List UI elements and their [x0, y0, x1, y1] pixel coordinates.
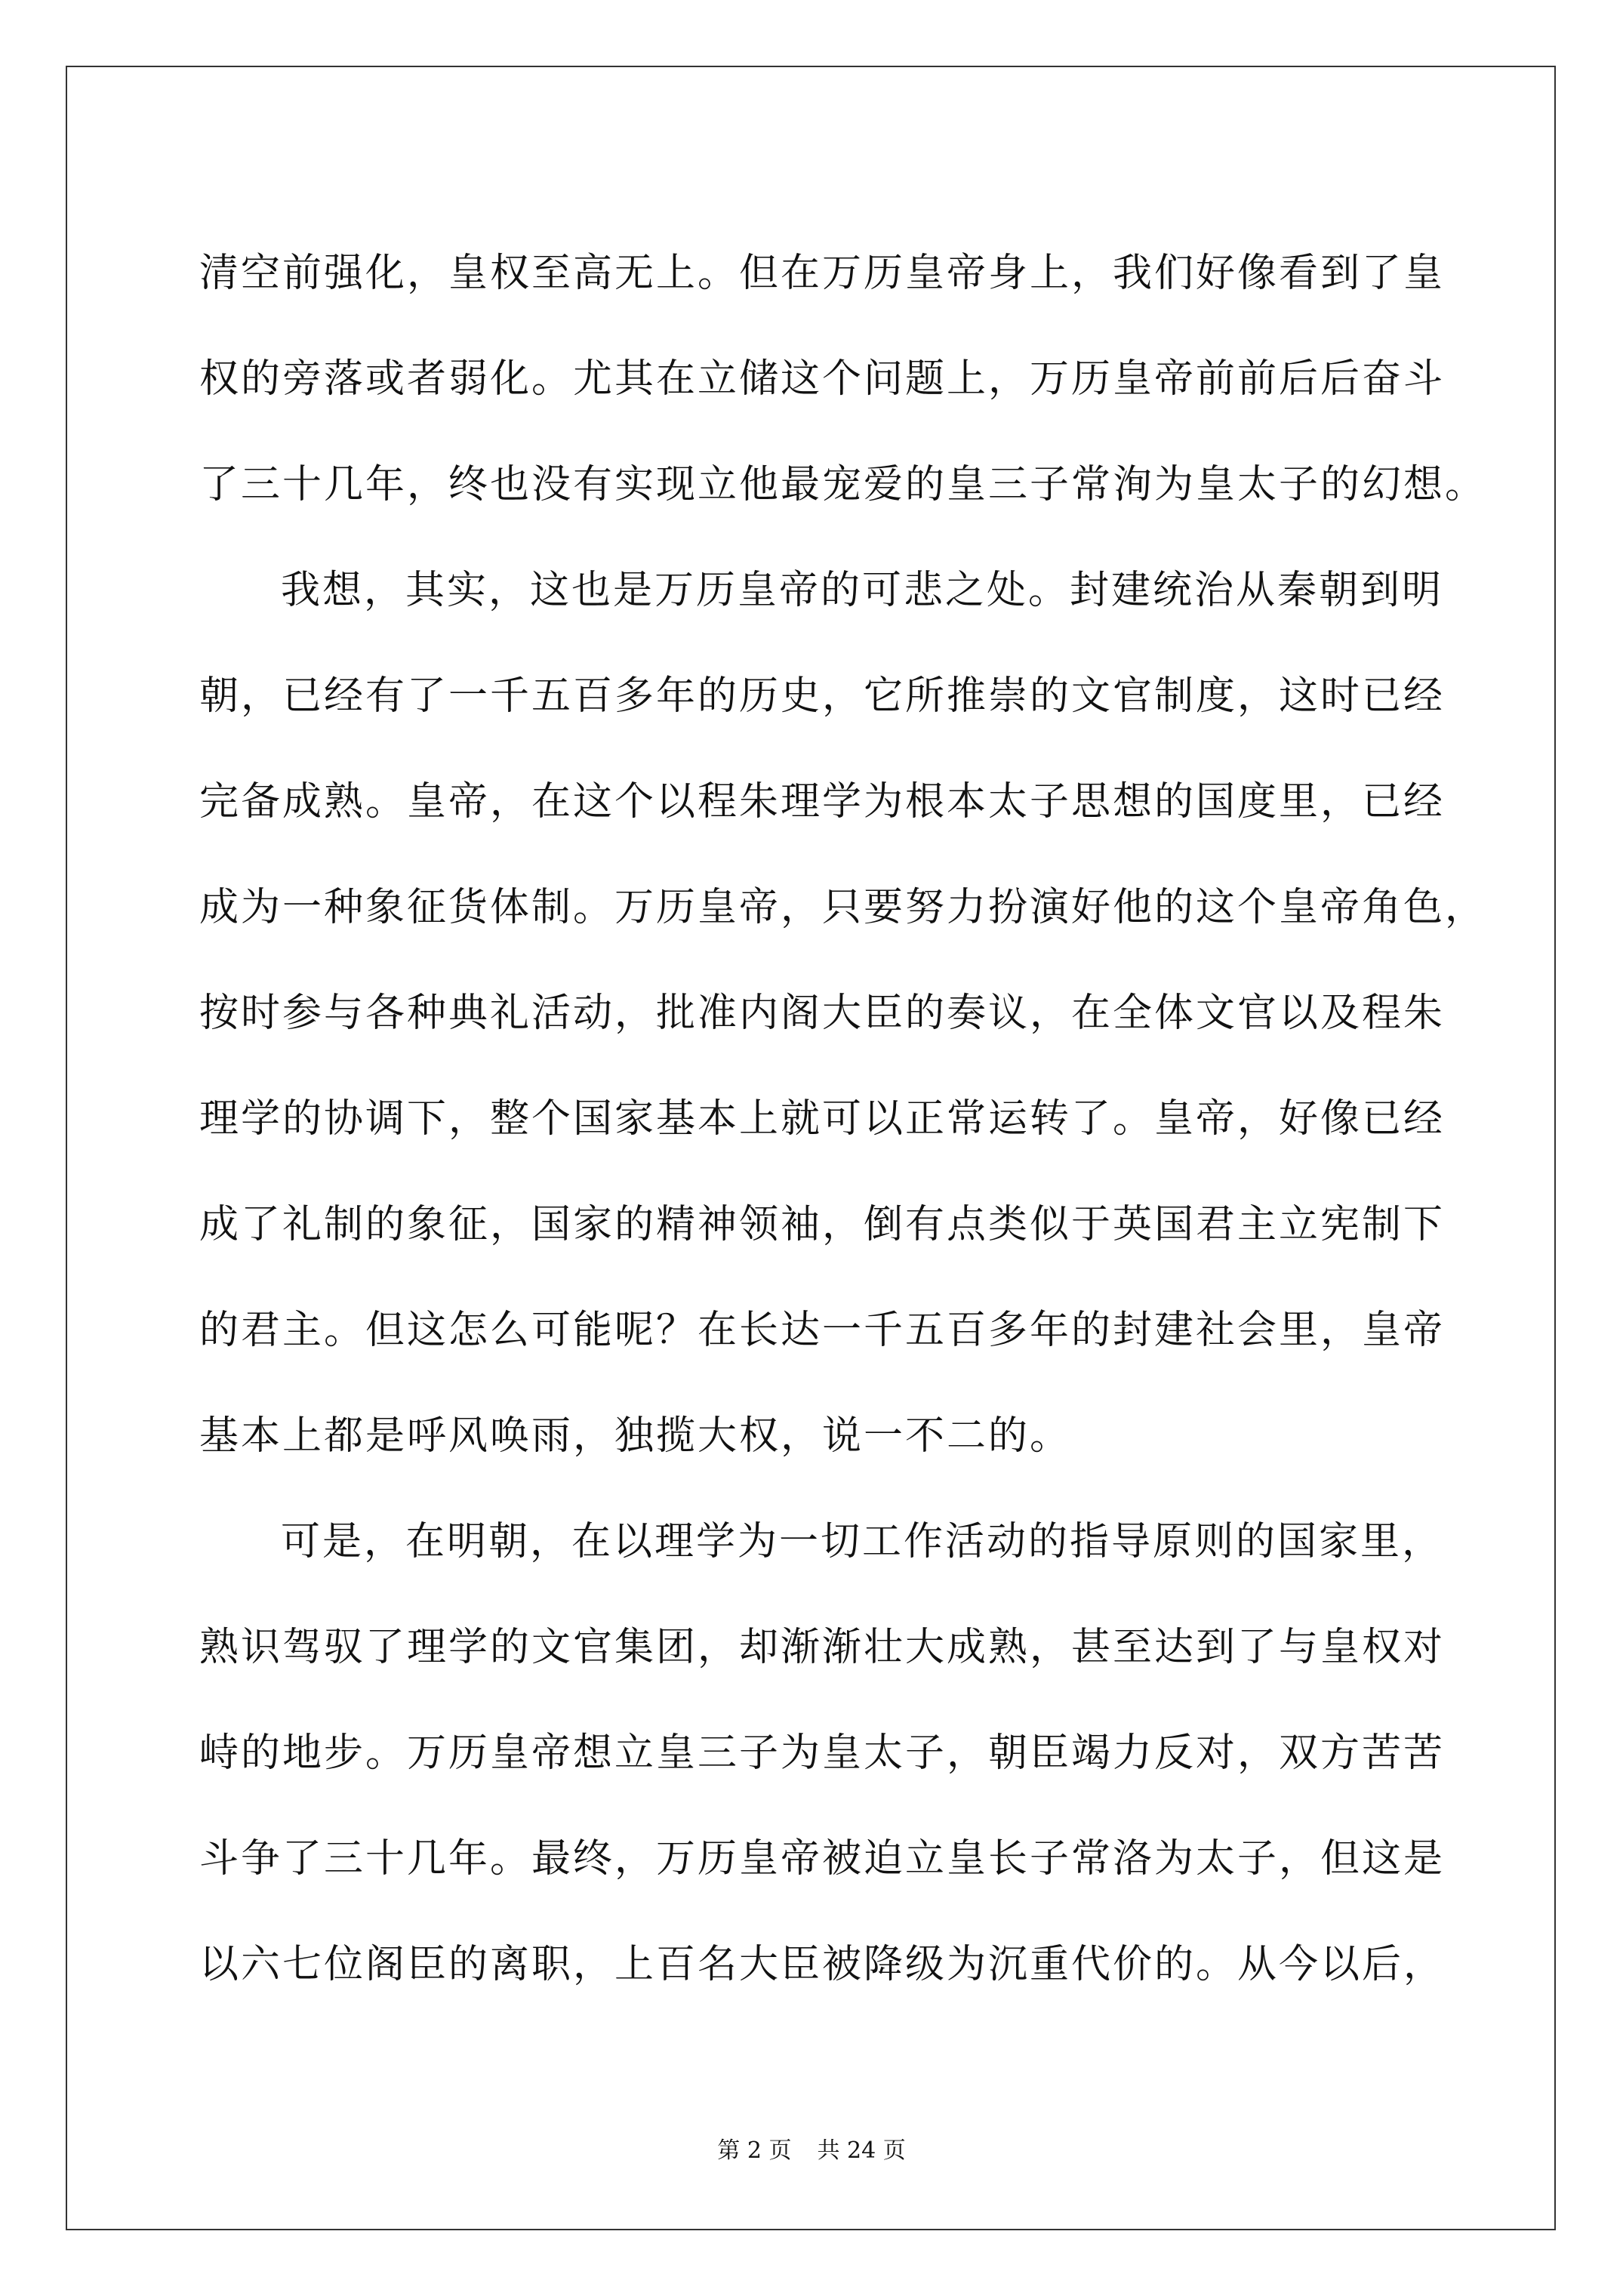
text-line: 基本上都是呼风唤雨，独揽大权，说一不二的。	[199, 1413, 1072, 1459]
text-line: 权的旁落或者弱化。尤其在立储这个问题上，万历皇帝前前后后奋斗	[199, 356, 1446, 402]
document-body	[199, 220, 1487, 2017]
text-line: 了三十几年，终也没有实现立他最宠爱的皇三子常洵为皇太子的幻想。	[199, 462, 1487, 507]
text-line: 峙的地步。万历皇帝想立皇三子为皇太子，朝臣竭力反对，双方苦苦	[199, 1730, 1446, 1776]
text-line: 斗争了三十几年。最终，万历皇帝被迫立皇长子常洛为太子，但这是	[199, 1836, 1446, 1881]
text-line: 完备成熟。皇帝，在这个以程朱理学为根本太子思想的国度里，已经	[199, 779, 1446, 824]
page-total: 共 24 页	[817, 2137, 906, 2164]
paragraph-start-line: 我想，其实，这也是万历皇帝的可悲之处。封建统治从秦朝到明	[281, 568, 1444, 613]
text-line: 成了礼制的象征，国家的精神领袖，倒有点类似于英国君主立宪制下	[199, 1202, 1446, 1247]
text-line: 的君主。但这怎么可能呢？在长达一千五百多年的封建社会里，皇帝	[199, 1308, 1446, 1353]
text-line: 熟识驾驭了理学的文官集团，却渐渐壮大成熟，甚至达到了与皇权对	[199, 1625, 1446, 1670]
paragraph-start-line: 可是，在明朝，在以理学为一切工作活动的指导原则的国家里，	[281, 1519, 1444, 1564]
text-line: 朝，已经有了一千五百多年的历史，它所推崇的文官制度，这时已经	[199, 673, 1446, 719]
text-line: 成为一种象征货体制。万历皇帝，只要努力扮演好他的这个皇帝角色，	[199, 885, 1487, 930]
page-number: 第 2 页	[717, 2137, 792, 2164]
text-line: 按时参与各种典礼活动，批准内阁大臣的奏议，在全体文官以及程朱	[199, 991, 1446, 1036]
text-line: 以六七位阁臣的离职，上百名大臣被降级为沉重代价的。从今以后，	[199, 1942, 1446, 1987]
page-footer	[0, 2131, 1623, 2165]
text-line: 清空前强化，皇权至高无上。但在万历皇帝身上，我们好像看到了皇	[199, 251, 1446, 296]
text-line: 理学的协调下，整个国家基本上就可以正常运转了。皇帝，好像已经	[199, 1096, 1446, 1142]
